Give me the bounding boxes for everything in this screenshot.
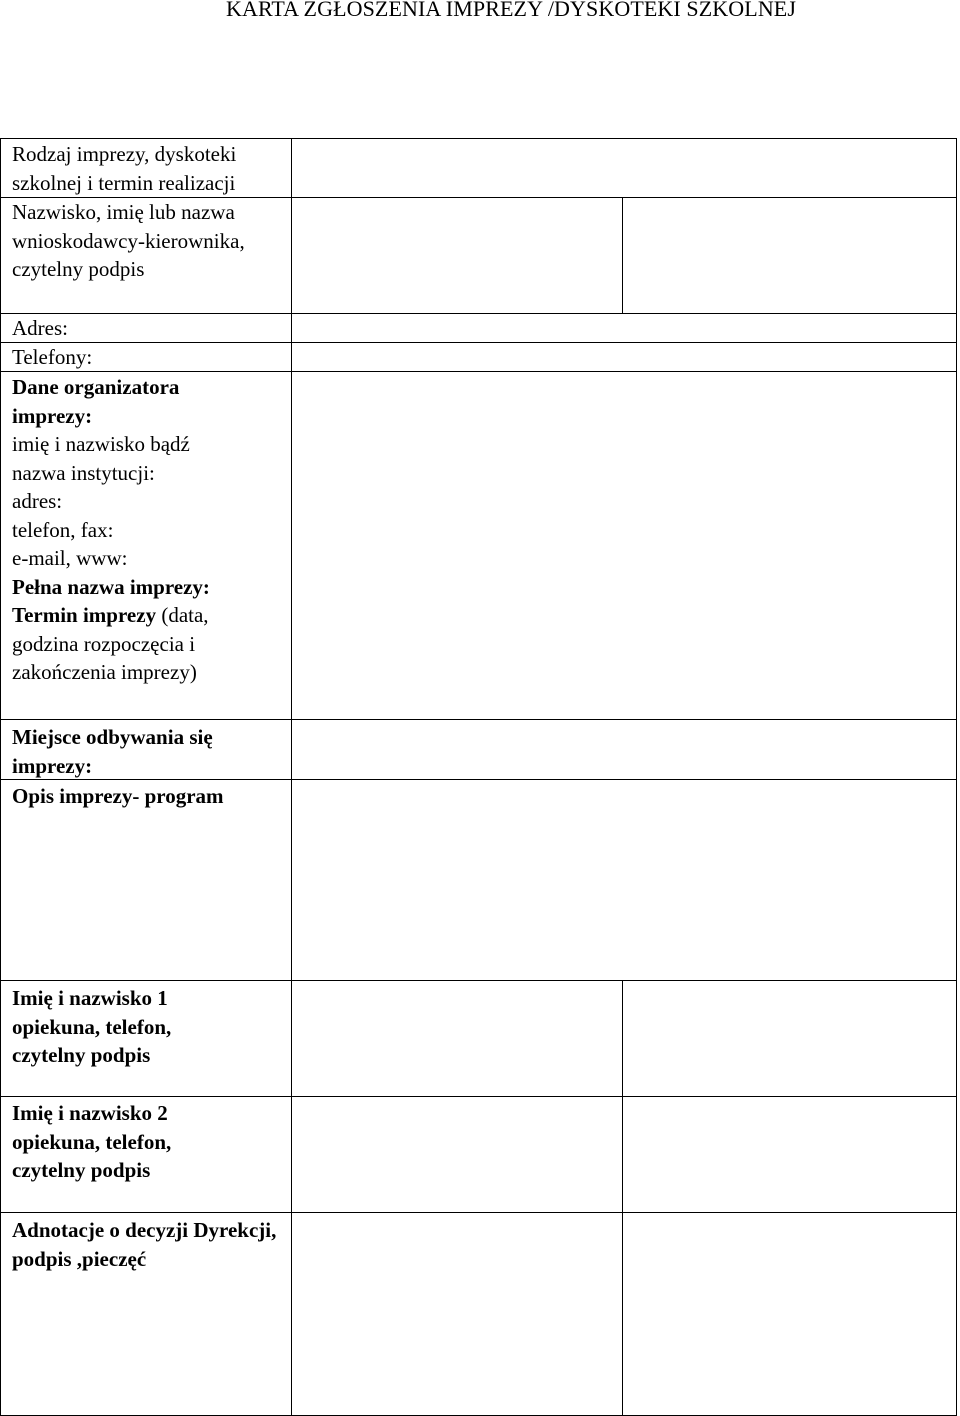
full-event-name-label: Pełna nazwa imprezy: (12, 574, 210, 599)
row-label-organizer (0, 371, 291, 719)
page-title: KARTA ZGŁOSZENIA IMPREZY /DYSKOTEKI SZKOLNEJ (225, 0, 797, 21)
event-type-label: Rodzaj imprezy, dyskoteki szkolnej i termin realizacji (12, 142, 237, 195)
organizer-heading: Dane organizatora imprezy: (12, 375, 180, 428)
input-program[interactable] (291, 779, 957, 980)
event-date-label (12, 601, 262, 687)
guardian-1-label: Imię i nazwisko 1 opiekuna, telefon, czytelny podpis (12, 986, 172, 1067)
row-label-event-type (0, 138, 291, 197)
row-label-applicant (0, 197, 291, 313)
input-director-notes[interactable] (291, 1212, 622, 1416)
input-phones[interactable] (291, 342, 957, 371)
input-applicant-name[interactable] (291, 197, 622, 313)
input-director-signature[interactable] (622, 1212, 957, 1416)
input-venue[interactable] (291, 719, 957, 779)
event-date-label-rest: (data, godzina rozpoczęcia i zakończenia imprezy) (12, 603, 209, 684)
input-guardian-1-details[interactable] (291, 980, 622, 1096)
venue-label: Miejsce odbywania się imprezy: (12, 725, 213, 778)
organizer-name-label: imię i nazwisko bądź nazwa instytucji: (12, 432, 190, 485)
guardian-2-label: Imię i nazwisko 2 opiekuna, telefon, czytelny podpis (12, 1101, 172, 1182)
address-label: Adres: (12, 316, 68, 340)
row-label-program (0, 779, 291, 980)
table-right-border (956, 138, 957, 1416)
input-applicant-signature[interactable] (622, 197, 957, 313)
input-guardian-2-details[interactable] (291, 1096, 622, 1212)
organizer-address-label: adres: (12, 489, 63, 513)
applicant-label: Nazwisko, imię lub nazwa wnioskodawcy-kierownika, czytelny podpis (12, 200, 245, 281)
row-label-director-notes (0, 1212, 291, 1416)
input-guardian-1-signature[interactable] (622, 980, 957, 1096)
phones-label: Telefony: (12, 345, 93, 369)
row-label-venue (0, 719, 291, 779)
input-guardian-2-signature[interactable] (622, 1096, 957, 1212)
input-address[interactable] (291, 313, 957, 342)
director-notes-label: Adnotacje o decyzji Dyrekcji, podpis ,pieczęć (12, 1218, 277, 1271)
event-date-label-bold: Termin imprezy (12, 603, 157, 627)
program-label: Opis imprezy- program (12, 784, 224, 808)
row-label-guardian-1 (0, 980, 291, 1096)
organizer-phone-label: telefon, fax: (12, 517, 114, 542)
input-organizer-details[interactable] (291, 371, 957, 719)
row-label-guardian-2 (0, 1096, 291, 1212)
organizer-email-label: e-mail, www: (12, 546, 128, 570)
input-event-type[interactable] (291, 138, 957, 197)
row-label-phones (0, 342, 291, 371)
row-label-address (0, 313, 291, 342)
